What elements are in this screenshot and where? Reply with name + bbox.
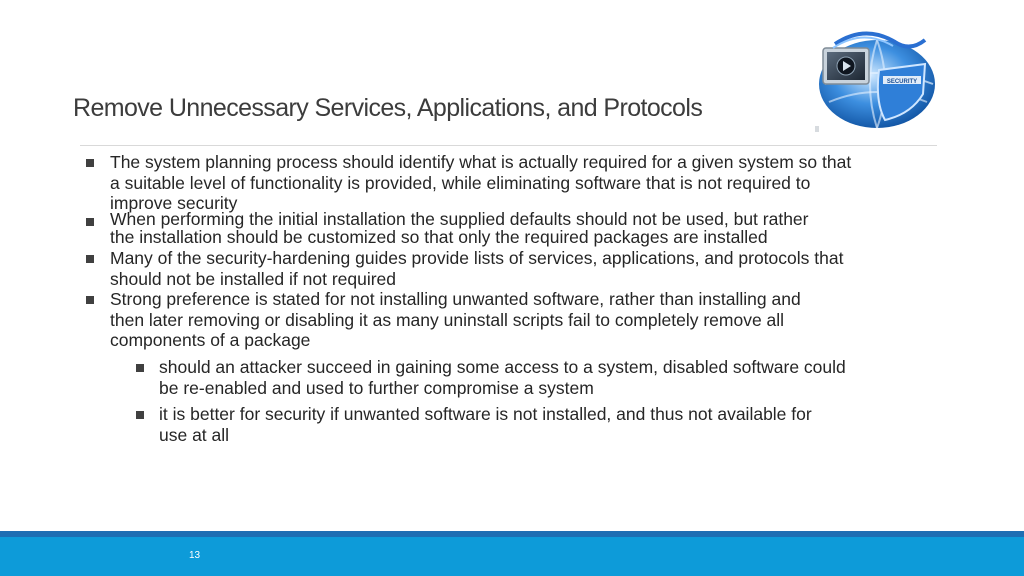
bullet-marker-icon <box>86 159 94 167</box>
bullet-line: The system planning process should identify what is actually required for a given system so that <box>110 152 852 172</box>
bullet-line: use at all <box>159 424 230 445</box>
logo-text: SECURITY <box>886 79 918 85</box>
footer-bar <box>0 537 1024 576</box>
bullet-line: be re-enabled and used to further compromise a system <box>159 377 594 398</box>
bullet-line: then later removing or disabling it as many uninstall scripts fail to completely remove all <box>110 309 785 330</box>
page-number: 13 <box>189 550 201 561</box>
bullet-line: it is better for security if unwanted software is not installed, and thus not available for <box>159 404 812 424</box>
bullet-line: a suitable level of functionality is provided, while eliminating software that is not required to <box>110 172 811 193</box>
bullet-line: the installation should be customized so that only the required packages are installed <box>110 226 768 247</box>
bullet-line: improve security <box>110 193 238 213</box>
bullet-line: should not be installed if not required <box>110 268 397 289</box>
bullet-item <box>110 248 944 289</box>
bullet-line: When performing the initial installation the supplied defaults should not be used, but rather <box>110 209 809 229</box>
bullet-item <box>110 152 944 214</box>
sub-bullet-item <box>159 357 921 398</box>
bullet-marker-icon <box>86 296 94 304</box>
bullet-line: Many of the security-hardening guides provide lists of services, applications, and protocols that <box>110 248 844 268</box>
bullet-marker-icon <box>136 364 144 372</box>
bullet-item <box>110 289 936 351</box>
bullet-marker-icon <box>86 255 94 263</box>
bullet-line: Strong preference is stated for not installing unwanted software, rather than installing and <box>110 289 801 309</box>
bullet-line: components of a package <box>110 330 311 350</box>
sub-bullet-item <box>159 404 929 445</box>
bullet-line: should an attacker succeed in gaining some access to a system, disabled software could <box>159 357 846 377</box>
bullet-item <box>110 211 944 246</box>
bullet-marker-icon <box>86 218 94 226</box>
slide-title: Remove Unnecessary Services, Applications, and Protocols <box>73 94 703 122</box>
bullet-marker-icon <box>136 411 144 419</box>
